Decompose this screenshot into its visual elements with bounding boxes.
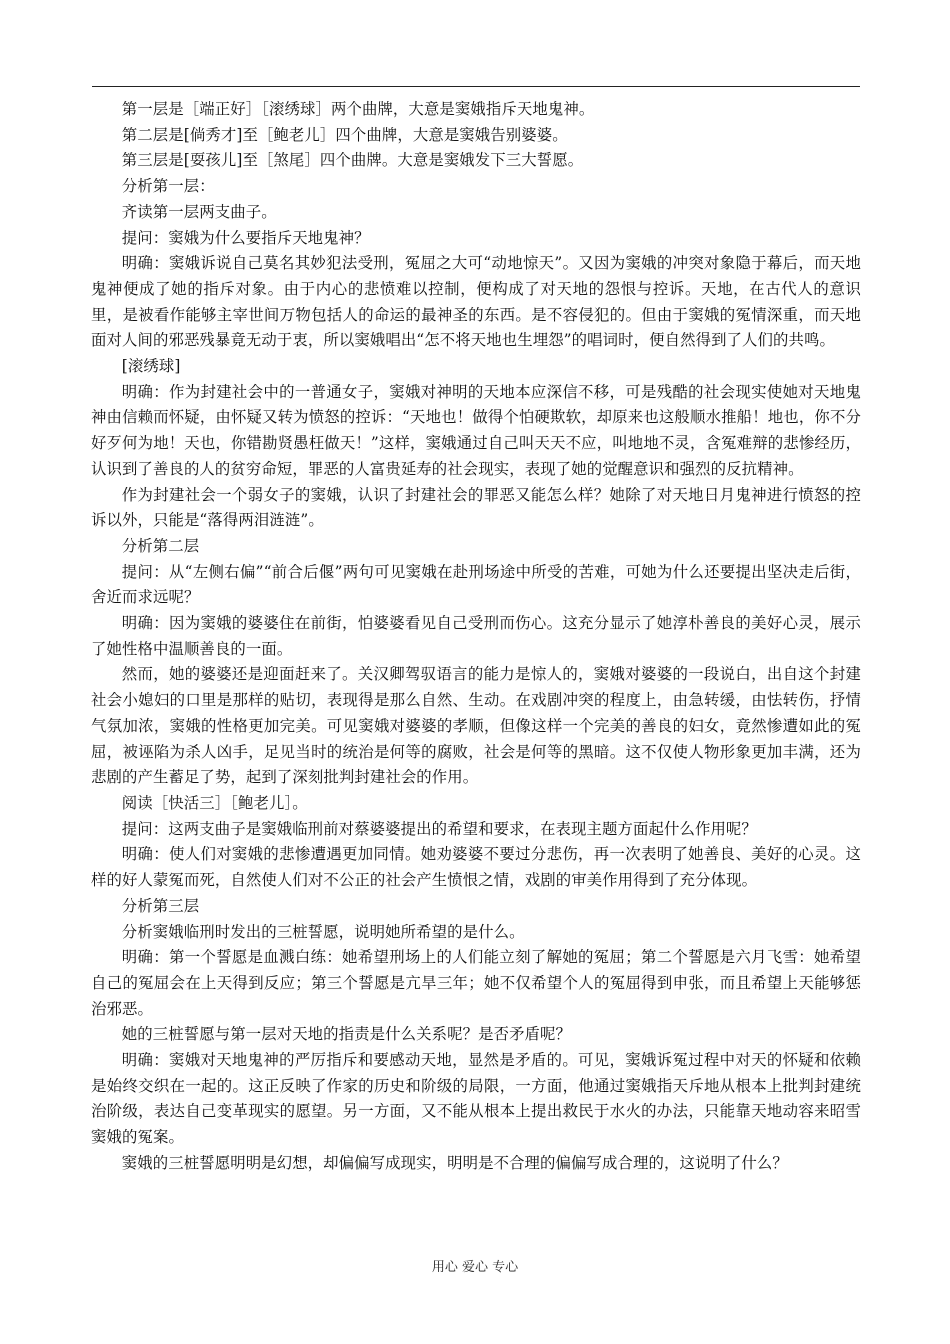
answer: 明确：因为窦娥的婆婆住在前街，怕婆婆看见自己受刑而伤心。这充分显示了她淳朴善良的美好心灵，展示了她性格中温顺善良的一面。 (91, 614, 861, 658)
paragraph: 分析窦娥临刑时发出的三桩誓愿，说明她所希望的是什么。 (121, 922, 525, 941)
section-heading: 分析第一层： (121, 177, 215, 196)
paragraph: 然而，她的婆婆还是迎面赶来了。关汉卿驾驭语言的能力是惊人的，窦娥对婆婆的一段说白，出自这个封建社会小媳妇的口里是那样的贴切，表现得是那么自然、生动。在戏剧冲突的程度上，由急转缓，由怯转伤，抒情气氛加浓，窦娥的性格更加完美。可见窦娥对婆婆的孝顺，但像这样一个完美的善良的妇女，竟然惨遭如此的冤屈，被诬陷为杀人凶手，足见当时的统治是何等的腐败，社会是何等的黑暗。这不仅使人物形象更加丰满，还为悲剧的产生蓄足了势，起到了深刻批判封建社会的作用。 (91, 665, 861, 787)
qupai-label: [滚绣球] (121, 357, 181, 376)
answer: 明确：窦娥对天地鬼神的严厉指斥和要感动天地，显然是矛盾的。可见，窦娥诉冤过程中对天的怀疑和依赖是始终交织在一起的。这正反映了作家的历史和阶级的局限，一方面，他通过窦娥指天斥地从根本上批判封建统治阶级，表达自己变革现实的愿望。另一方面，又不能从根本上提出救民于水火的办法，只能靠天地动容来昭雪窦娥的冤案。 (91, 1051, 861, 1147)
answer: 明确：窦娥诉说自己莫名其妙犯法受刑，冤屈之大可“动地惊天”。又因为窦娥的冲突对象隐于幕后，而天地鬼神便成了她的指斥对象。由于内心的悲愤难以控制，便构成了对天地的怨恨与控诉。天地，在古代人的意识里，是被看作能够主宰世间万物包括人的命运的最神圣的东西。是不容侵犯的。但由于窦娥的冤情深重，而天地面对人间的邪恶残暴竟无动于衷，所以窦娥唱出“怎不将天地也生埋怨”的唱词时，便自然得到了人们的共鸣。 (91, 254, 861, 350)
page-footer: 用心 爱心 专心 (431, 1260, 519, 1275)
question: 提问：这两支曲子是窦娥临刑前对蔡婆婆提出的希望和要求，在表现主题方面起什么作用呢？ (121, 819, 757, 838)
header-rule (92, 86, 860, 87)
paragraph: 第三层是[耍孩儿]至［煞尾］四个曲牌。大意是窦娥发下三大誓愿。 (121, 151, 584, 170)
question: 她的三桩誓愿与第一层对天地的指责是什么关系呢？是否矛盾呢？ (121, 1025, 572, 1044)
answer: 明确：使人们对窦娥的悲惨遭遇更加同情。她劝婆婆不要过分悲伤，再一次表明了她善良、美好的心灵。这样的好人蒙冤而死，自然使人们对不公正的社会产生愤恨之情，戏剧的审美作用得到了充分体现。 (91, 845, 861, 890)
section-heading: 分析第二层 (121, 536, 200, 555)
paragraph: 第一层是［端正好］［滚绣球］两个曲牌，大意是窦娥指斥天地鬼神。 (121, 100, 595, 118)
document-body (91, 97, 861, 1177)
paragraph: 阅读［快活三］［鲍老儿］。 (121, 793, 308, 812)
paragraph: 第二层是[倘秀才]至［鲍老儿］四个曲牌，大意是窦娥告别婆婆。 (121, 125, 568, 144)
question: 提问：窦娥为什么要指斥天地鬼神？ (121, 228, 370, 247)
paragraph: 齐读第一层两支曲子。 (121, 202, 277, 221)
paragraph: 作为封建社会一个弱女子的窦娥，认识了封建社会的罪恶又能怎么样？她除了对天地日月鬼神进行愤怒的控诉以外，只能是“落得两泪涟涟”。 (91, 485, 861, 530)
question: 提问：从“左侧右偏”“前合后偃”两句可见窦娥在赴刑场途中所受的苦难，可她为什么还要提出坚决走后街，舍近而求远呢？ (91, 562, 861, 607)
section-heading: 分析第三层 (121, 896, 200, 915)
answer: 明确：第一个誓愿是血溅白练：她希望刑场上的人们能立刻了解她的冤屈；第二个誓愿是六月飞雪：她希望自己的冤屈会在上天得到反应；第三个誓愿是亢旱三年；她不仅希望个人的冤屈得到申张，而且希望上天能够惩治邪恶。 (91, 948, 861, 1018)
question: 窦娥的三桩誓愿明明是幻想，却偏偏写成现实，明明是不合理的偏偏写成合理的，这说明了什么？ (121, 1153, 788, 1172)
answer: 明确：作为封建社会中的一普通女子，窦娥对神明的天地本应深信不移，可是残酷的社会现实使她对天地鬼神由信赖而怀疑，由怀疑又转为愤怒的控诉：“天地也！做得个怕硬欺软，却原来也这般顺水推船！地也，你不分好歹何为地！天也，你错勘贤愚枉做天！”这样，窦娥通过自己叫天天不应，叫地地不灵，含冤难辩的悲惨经历，认识到了善良的人的贫穷命短，罪恶的人富贵延寿的社会现实，表现了她的觉醒意识和强烈的反抗精神。 (91, 382, 861, 478)
